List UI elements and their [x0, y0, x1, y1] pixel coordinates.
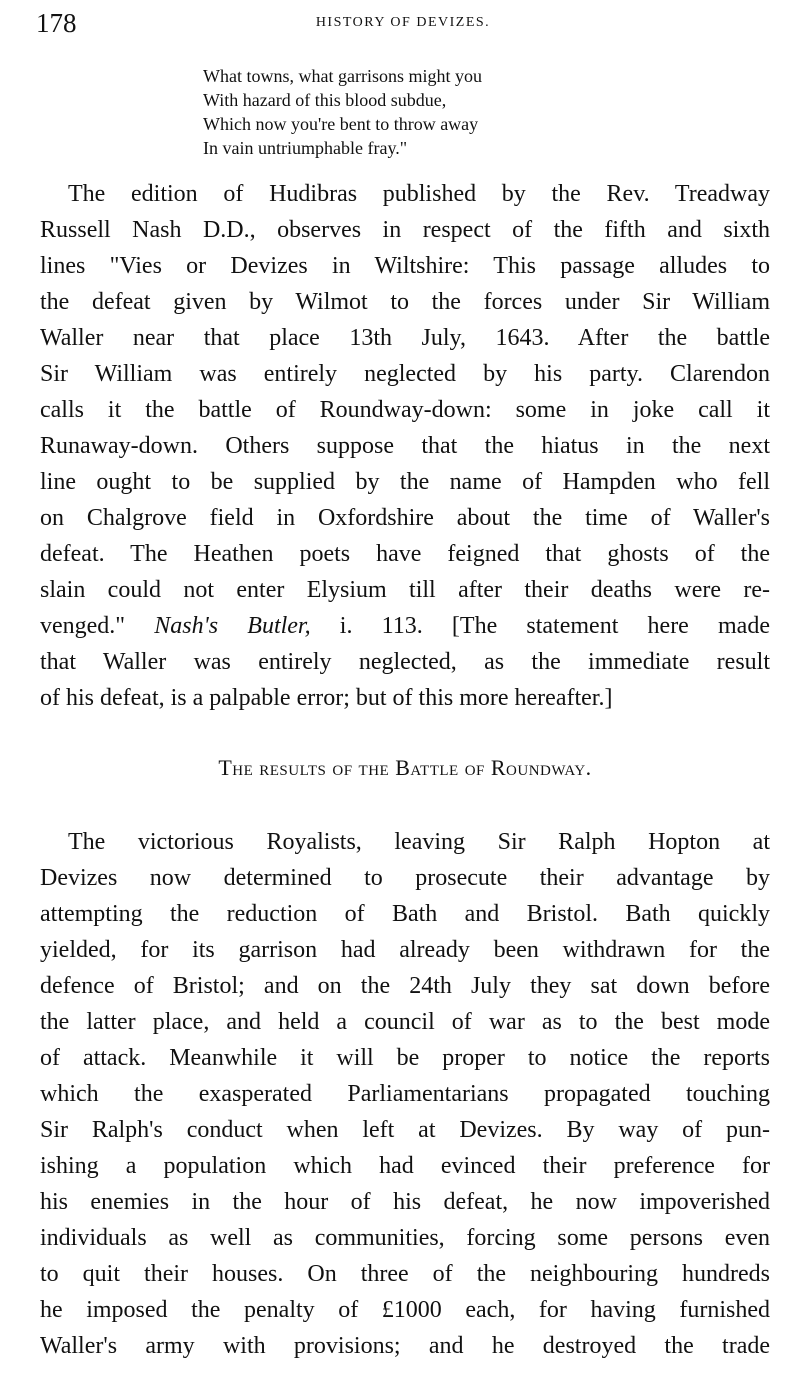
verse-line: What towns, what garrisons might you [203, 66, 482, 86]
verse-line: With hazard of this blood subdue, [203, 90, 447, 110]
text-line-citation [40, 608, 770, 644]
text-line: Waller near that place 13th July, 1643. After the battle [40, 325, 770, 351]
text-line: The edition of Hudibras published by the Rev. Treadway [68, 181, 770, 207]
paragraph-results [40, 824, 770, 1364]
text-line: to quit their houses. On three of the neighbouring hundreds [40, 1261, 770, 1287]
text-line: slain could not enter Elysium till after their deaths were re- [40, 577, 770, 603]
paragraph-hudibras-note [40, 176, 770, 716]
text-line: that Waller was entirely neglected, as the immediate result [40, 649, 770, 675]
text-line: The victorious Royalists, leaving Sir Ralph Hopton at [68, 829, 770, 855]
text-line: Devizes now determined to prosecute their advantage by [40, 865, 770, 891]
text-segment: i. 113. [The statement here made [310, 613, 770, 639]
verse-line: In vain untriumphable fray." [203, 138, 408, 158]
citation-italic: Nash's Butler, [154, 613, 311, 639]
text-line: on Chalgrove field in Oxfordshire about the time of Waller's [40, 505, 770, 531]
text-line: Sir Ralph's conduct when left at Devizes. By way of pun- [40, 1117, 770, 1143]
text-line: yielded, for its garrison had already been withdrawn for the [40, 937, 770, 963]
text-line: the defeat given by Wilmot to the forces under Sir William [40, 289, 770, 315]
text-line: attempting the reduction of Bath and Bristol. Bath quickly [40, 901, 770, 927]
page-number: 178 [36, 8, 77, 38]
verse-quotation [203, 64, 623, 160]
section-heading: The results of the Battle of Roundway. [218, 755, 592, 780]
text-line: he imposed the penalty of £1000 each, for having furnished [40, 1297, 770, 1323]
text-line: Sir William was entirely neglected by his party. Clarendon [40, 361, 770, 387]
text-line: the latter place, and held a council of war as to the best mode [40, 1009, 770, 1035]
verse-line: Which now you're bent to throw away [203, 114, 479, 134]
text-line: Waller's army with provisions; and he destroyed the trade [40, 1333, 770, 1359]
text-line: defence of Bristol; and on the 24th July they sat down before [40, 973, 770, 999]
running-head [36, 8, 770, 38]
text-line: Russell Nash D.D., observes in respect of the fifth and sixth [40, 217, 770, 243]
text-line: his enemies in the hour of his defeat, he now impoverished [40, 1189, 770, 1215]
text-line: calls it the battle of Roundway-down: some in joke call it [40, 397, 770, 423]
text-line: which the exasperated Parliamentarians propagated touching [40, 1081, 770, 1107]
text-line: ishing a population which had evinced their preference for [40, 1153, 770, 1179]
text-line: of attack. Meanwhile it will be proper to notice the reports [40, 1045, 770, 1071]
running-title: HISTORY OF DEVIZES. [315, 15, 491, 30]
text-line: defeat. The Heathen poets have feigned that ghosts of the [40, 541, 770, 567]
text-line: of his defeat, is a palpable error; but of this more hereafter.] [40, 685, 613, 711]
text-line: individuals as well as communities, forcing some persons even [40, 1225, 770, 1251]
text-segment: venged." [40, 613, 155, 639]
text-line: line ought to be supplied by the name of Hampden who fell [40, 469, 770, 495]
text-line: Runaway-down. Others suppose that the hiatus in the next [40, 433, 770, 459]
text-line: lines "Vies or Devizes in Wiltshire: This passage alludes to [40, 253, 770, 279]
